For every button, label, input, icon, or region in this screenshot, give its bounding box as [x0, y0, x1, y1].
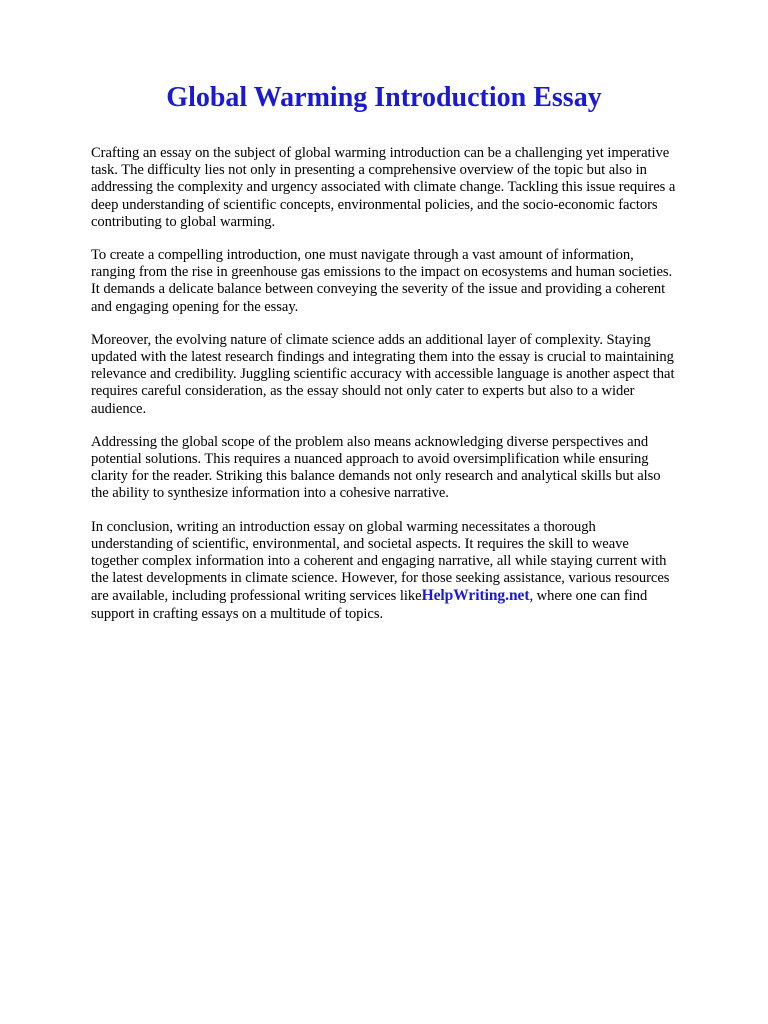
- paragraph-line: potential solutions. This requires a nuanced approach to avoid oversimplification while ensuring: [91, 451, 649, 468]
- paragraph-line: task. The difficulty lies not only in presenting a comprehensive overview of the topic but also in: [91, 162, 647, 179]
- paragraph-line: addressing the complexity and urgency associated with climate change. Tackling this issue requires a: [91, 179, 676, 196]
- paragraph-line: audience.: [91, 400, 147, 417]
- paragraph-line: It demands a delicate balance between conveying the severity of the issue and providing a coherent: [91, 281, 666, 298]
- paragraph-line: ranging from the rise in greenhouse gas emissions to the impact on ecosystems and human societies.: [91, 264, 673, 281]
- essay-body: [91, 145, 731, 639]
- paragraph-line: deep understanding of scientific concepts, environmental policies, and the socio-economic factors: [91, 196, 658, 213]
- paragraph-line: requires careful consideration, as the essay should not only cater to experts but also to a wider: [91, 383, 635, 400]
- paragraph-line: the latest developments in climate science. However, for those seeking assistance, various resources: [91, 570, 670, 587]
- paragraph-line: support in crafting essays on a multitude of topics.: [91, 605, 384, 622]
- paragraph-line: and engaging opening for the essay.: [91, 298, 299, 315]
- paragraph-line: relevance and credibility. Juggling scientific accuracy with accessible language is another aspect that: [91, 366, 675, 383]
- paragraph-line: contributing to global warming.: [91, 213, 276, 230]
- paragraph-line: Moreover, the evolving nature of climate science adds an additional layer of complexity. Staying: [91, 331, 651, 348]
- paragraph-4: [91, 434, 731, 503]
- page-title: Global Warming Introduction Essay: [166, 82, 602, 113]
- link-line-before-text: are available, including professional writing services like: [91, 588, 422, 605]
- link-line-after-text: , where one can find: [529, 588, 648, 605]
- paragraph-3: [91, 332, 731, 418]
- paragraph-line: understanding of scientific, environmental, and societal aspects. It requires the skill to weave: [91, 535, 629, 552]
- paragraph-line: updated with the latest research findings and integrating them into the essay is crucial to maintaining: [91, 349, 674, 366]
- paragraph-line: Addressing the global scope of the problem also means acknowledging diverse perspectives and: [91, 433, 649, 450]
- paragraph-5: [91, 519, 731, 623]
- paragraph-line: To create a compelling introduction, one must navigate through a vast amount of information,: [91, 247, 634, 264]
- helpwriting-link[interactable]: HelpWriting.net: [421, 587, 530, 605]
- paragraph-line: clarity for the reader. Striking this balance demands not only research and analytical skills but also: [91, 468, 661, 485]
- paragraph-line: In conclusion, writing an introduction essay on global warming necessitates a thorough: [91, 518, 596, 535]
- paragraph-1: [91, 145, 731, 231]
- paragraph-line: the ability to synthesize information into a cohesive narrative.: [91, 485, 449, 502]
- paragraph-2: [91, 247, 731, 316]
- paragraph-line: together complex information into a coherent and engaging narrative, all while staying current with: [91, 553, 667, 570]
- paragraph-line: Crafting an essay on the subject of global warming introduction can be a challenging yet imperative: [91, 145, 670, 161]
- paragraph-line-with-link: [91, 587, 731, 605]
